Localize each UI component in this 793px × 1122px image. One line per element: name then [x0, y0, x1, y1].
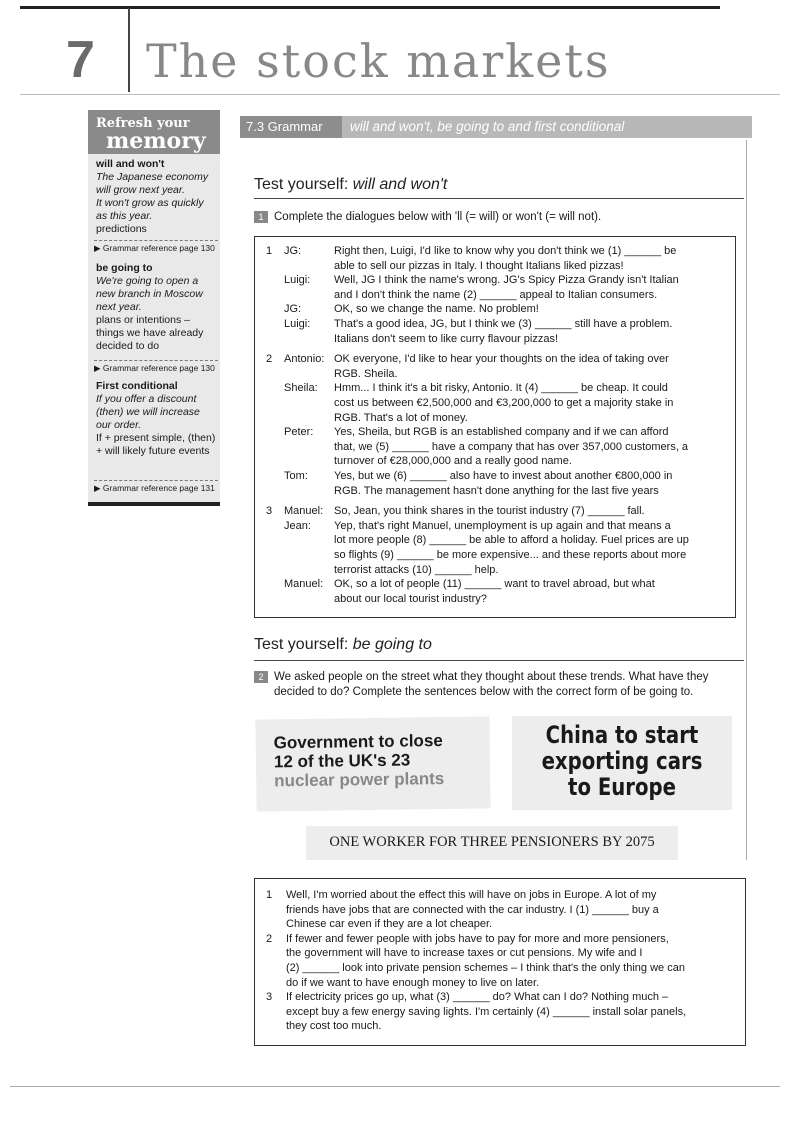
dialogue-speaker: JG: — [284, 245, 302, 257]
dialogue-speaker: JG: — [284, 303, 302, 316]
headline-pensioners-text: ONE WORKER FOR THREE PENSIONERS BY 2075 — [329, 834, 655, 850]
sidebar-note: If + present simple, (then) + will likely future events — [96, 432, 216, 457]
sidebar-example: as this year. — [96, 210, 153, 222]
sidebar-example: our order. — [96, 419, 142, 431]
bottom-rule — [10, 1086, 780, 1087]
sidebar-bottom-rule — [88, 502, 220, 506]
sidebar-header — [88, 110, 220, 154]
sidebar-section-title: will and won't — [96, 158, 165, 170]
sidebar-section-going-to — [96, 262, 216, 353]
answer-number: 2 — [266, 932, 273, 945]
dialogue-text-line: Well, JG I think the name's wrong. JG's Spicy Pizza Grandy isn't Italian — [334, 274, 679, 287]
dialogue-text-line: that, we (5) ______ have a company that has over 357,000 customers, a — [334, 440, 689, 453]
dialogue-text-line: Hmm... I think it's a bit risky, Antonio. It (4) ______ be cheap. It could — [334, 382, 668, 395]
answer-text-line: except buy a few energy saving lights. I'm certainly (4) ______ install solar panels, — [286, 1005, 687, 1018]
dialogue-speaker: Manuel: — [284, 578, 324, 591]
grammar-reference-label: Grammar reference page 130 — [102, 243, 215, 253]
top-rule — [20, 6, 720, 9]
dialogue-number: 2 — [266, 353, 273, 366]
dialogue-number: 3 — [266, 505, 273, 518]
headline-line: exporting cars — [541, 747, 703, 775]
dialogue-speaker: Tom: — [284, 470, 308, 482]
answer-text-line: (2) ______ look into private pension schemes – I think that's the only thing we can — [286, 962, 685, 974]
headline-card-china — [512, 716, 732, 810]
exercise-number-badge: 1 — [254, 211, 268, 223]
headline-line: Government to close — [273, 731, 443, 753]
dialogue-text-line: lot more people (8) ______ be able to afford a holiday. Fuel prices are up — [334, 534, 689, 547]
headline-card-nuclear — [255, 716, 490, 811]
exercise1-instruction-text: Complete the dialogues below with 'll (= will) or won't (= will not). — [274, 211, 602, 223]
banner-label: 7.3 Grammar — [240, 116, 342, 138]
dialogue-text-line: about our local tourist industry? — [334, 592, 487, 605]
answer-text-line: do if we want to have enough money to live on later. — [286, 976, 540, 989]
sidebar-example: next year. — [96, 301, 142, 313]
dialogue-text-line: cost us between €2,500,000 and €3,200,000 to get a majority stake in — [334, 397, 674, 409]
dialogue-text-line: terrorist attacks (10) ______ help. — [334, 563, 499, 576]
section2-title — [254, 636, 432, 654]
dialogue-text-line: That's a good idea, JG, but I think we (3) ______ still have a problem. — [334, 318, 673, 330]
dialogue-text-line: able to sell our pizzas in Italy. I thought Italians liked pizzas! — [334, 259, 624, 272]
unit-title: The stock markets — [146, 34, 611, 88]
sidebar-title-line1: Refresh your — [96, 116, 190, 131]
answer-number: 1 — [266, 889, 273, 901]
section1-title-italic: will and won't — [352, 176, 448, 193]
exercise2-instruction-line2: decided to do? Complete the sentences below with the correct form of be going to. — [274, 686, 694, 698]
answers-content — [254, 878, 744, 1044]
exercise2-instruction-line1: We asked people on the street what they thought about these trends. What have they — [274, 671, 709, 683]
grammar-reference-link[interactable]: ▶ Grammar reference page 130 — [94, 240, 218, 254]
dialogue-text-line: Right then, Luigi, I'd like to know why you don't think we (1) ______ be — [334, 245, 677, 257]
sidebar-example: It won't grow as quickly — [96, 197, 204, 209]
grammar-reference-link[interactable]: ▶ Grammar reference page 131 — [94, 480, 218, 494]
sidebar-section-title: be going to — [96, 262, 153, 274]
dialogue-text-line: So, Jean, you think shares in the tourist industry (7) ______ fall. — [334, 505, 645, 518]
headline-line: to Europe — [568, 773, 676, 801]
dialogue-text-line: RGB. Sheila. — [334, 367, 398, 380]
dialogue-text-line: Yes, Sheila, but RGB is an established company and if we can afford — [334, 426, 669, 439]
headline-card-pensioners — [306, 826, 678, 860]
section2-title-plain: Test yourself: — [254, 636, 353, 653]
dialogue-number: 1 — [266, 245, 273, 257]
dialogue-speaker: Sheila: — [284, 382, 318, 395]
answer-text-line: they cost too much. — [286, 1020, 382, 1033]
sidebar-section-title: First conditional — [96, 380, 178, 392]
headline-line: China to start — [545, 721, 699, 749]
dialogue-text-line: so flights (9) ______ be more expensive... and these reports about more — [334, 549, 687, 561]
answer-text-line: friends have jobs that are connected with the car industry. I (1) ______ buy a — [286, 903, 659, 916]
sidebar-example: will grow next year. — [96, 184, 185, 196]
dialogue-text-line: Yes, but we (6) ______ also have to invest about another €800,000 in — [334, 470, 673, 482]
sidebar-section-first-conditional — [96, 380, 216, 458]
dialogue-text-line: and I don't think the name (2) ______ appeal to Italian consumers. — [334, 288, 658, 301]
exercise1-instruction — [254, 210, 601, 225]
dialogue-text-line: OK, so we change the name. No problem! — [334, 303, 539, 316]
answer-text-line: the government will have to increase taxes or cut pensions. My wife and I — [286, 947, 643, 960]
dialogue-speaker: Luigi: — [284, 274, 311, 287]
grammar-reference-link[interactable]: ▶ Grammar reference page 130 — [94, 360, 218, 374]
sidebar-example: (then) we will increase — [96, 406, 200, 418]
dialogue-text-line: Yep, that's right Manuel, unemployment is up again and that means a — [334, 519, 671, 532]
dialogue-speaker: Jean: — [284, 519, 311, 532]
exercise2-instruction — [254, 670, 744, 700]
section1-title — [254, 176, 447, 194]
header-divider — [128, 8, 130, 92]
section2-rule — [254, 660, 744, 661]
headline-china-text — [532, 722, 712, 800]
dialogue-text-line: RGB. That's a lot of money. — [334, 411, 468, 424]
section1-rule — [254, 198, 744, 199]
grammar-reference-label: Grammar reference page 131 — [102, 483, 215, 493]
dialogue-text-line: OK everyone, I'd like to hear your thoughts on the idea of taking over — [334, 353, 669, 366]
dialogue-speaker: Antonio: — [284, 353, 325, 366]
answer-text-line: Well, I'm worried about the effect this will have on jobs in Europe. A lot of my — [286, 889, 657, 901]
unit-number: 7 — [66, 31, 95, 89]
refresh-memory-sidebar — [88, 110, 220, 506]
dialogue-text-line: OK, so a lot of people (11) ______ want to travel abroad, but what — [334, 578, 655, 591]
section1-title-plain: Test yourself: — [254, 176, 353, 193]
sidebar-example: If you offer a discount — [96, 393, 197, 405]
grammar-reference-label: Grammar reference page 130 — [102, 363, 215, 373]
sidebar-title-line2: memory — [106, 128, 206, 154]
headline-nuclear-text — [274, 730, 485, 771]
dialogue-speaker: Manuel: — [284, 505, 324, 518]
sidebar-note: predictions — [96, 223, 147, 235]
sidebar-example: The Japanese economy — [96, 171, 209, 183]
sidebar-example: new branch in Moscow — [96, 288, 203, 300]
banner-title: will and won't, be going to and first conditional — [350, 119, 625, 134]
section-banner — [240, 116, 752, 138]
sidebar-note: plans or intentions – things we have already decided to do — [96, 314, 204, 352]
dialogue-speaker: Peter: — [284, 426, 314, 439]
dialogues-content — [254, 236, 734, 616]
answer-text-line: If electricity prices go up, what (3) ______ do? What can I do? Nothing much – — [286, 991, 669, 1004]
header-rule — [20, 94, 780, 95]
dialogue-text-line: Italians don't seem to like curry flavour pizzas! — [334, 332, 559, 345]
right-margin-rule — [746, 140, 747, 860]
section2-title-italic: be going to — [352, 636, 432, 653]
dialogue-text-line: RGB. The management hasn't done anything for the last five years — [334, 484, 659, 497]
answer-number: 3 — [266, 991, 273, 1004]
sidebar-example: We're going to open a — [96, 275, 199, 287]
sidebar-section-will — [96, 158, 216, 236]
answer-text-line: Chinese car even if they are a lot cheaper. — [286, 918, 493, 931]
dialogue-text-line: turnover of €28,000,000 and a really good name. — [334, 455, 572, 468]
exercise-number-badge: 2 — [254, 671, 268, 683]
answer-text-line: If fewer and fewer people with jobs have to pay for more and more pensioners, — [286, 932, 669, 945]
dialogue-speaker: Luigi: — [284, 318, 311, 330]
headline-line: 12 of the UK's 23 — [273, 750, 411, 772]
headline-line: nuclear power plants — [274, 769, 445, 791]
